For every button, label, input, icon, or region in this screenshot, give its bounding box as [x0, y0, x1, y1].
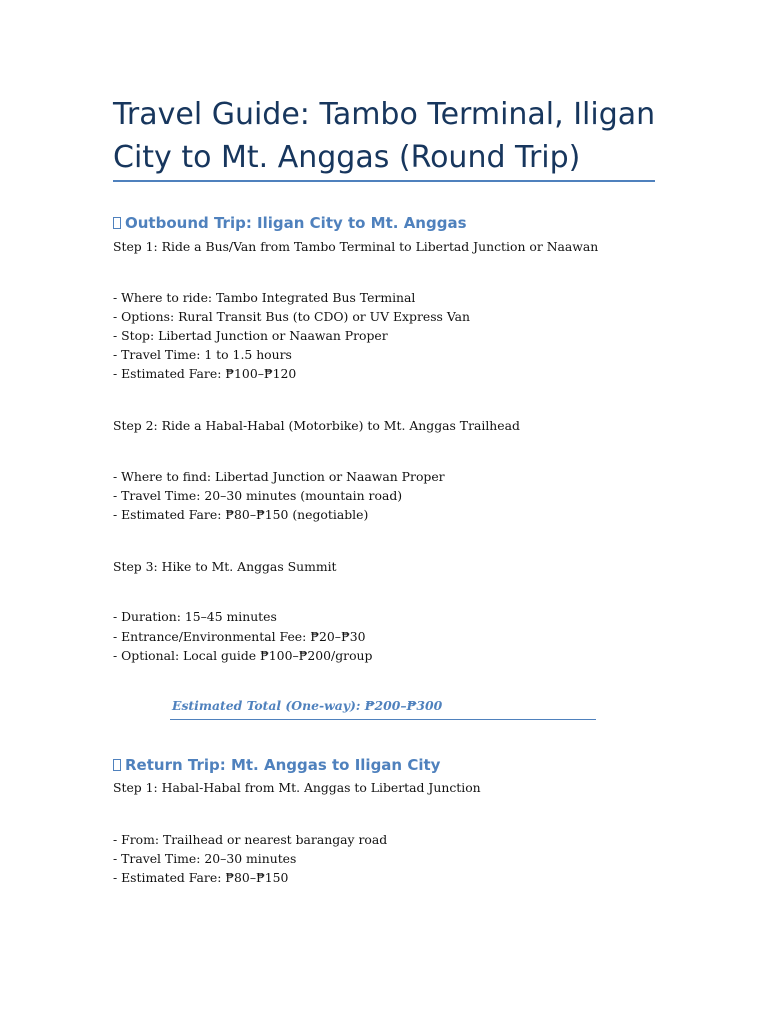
document-title: Travel Guide: Tambo Terminal, Iligan City to Mt. Anggas (Round Trip): [113, 97, 656, 175]
outbound-total-quote: Estimated Total (One-way): ₱200–₱300: [172, 698, 443, 713]
missing-glyph-box-icon: [113, 217, 121, 229]
return-step-1-item: - Travel Time: 20–30 minutes: [113, 851, 297, 866]
outbound-step-1-item: - Stop: Libertad Junction or Naawan Proper: [113, 328, 388, 343]
outbound-heading-text: Outbound Trip: Iligan City to Mt. Anggas: [125, 214, 467, 232]
return-heading-text: Return Trip: Mt. Anggas to Iligan City: [125, 756, 441, 774]
outbound-step-1-item: - Travel Time: 1 to 1.5 hours: [113, 347, 292, 362]
return-step-1: Step 1: Habal-Habal from Mt. Anggas to Libertad Junction: [113, 780, 481, 795]
outbound-step-3-item: - Duration: 15–45 minutes: [113, 609, 277, 624]
outbound-step-1-item: - Where to ride: Tambo Integrated Bus Terminal: [113, 290, 416, 305]
return-step-1-item: - From: Trailhead or nearest barangay road: [113, 832, 388, 847]
outbound-step-2-item: - Estimated Fare: ₱80–₱150 (negotiable): [113, 507, 369, 522]
outbound-step-3-item: - Entrance/Environmental Fee: ₱20–₱30: [113, 629, 366, 644]
outbound-step-1-item: - Estimated Fare: ₱100–₱120: [113, 366, 297, 381]
missing-glyph-box-icon: [113, 759, 121, 771]
outbound-step-2-item: - Travel Time: 20–30 minutes (mountain road): [113, 488, 403, 503]
outbound-heading: [113, 214, 467, 232]
quote-underline: [170, 719, 596, 720]
outbound-step-2-item: - Where to find: Libertad Junction or Naawan Proper: [113, 469, 445, 484]
outbound-step-1-item: - Options: Rural Transit Bus (to CDO) or UV Express Van: [113, 309, 471, 324]
return-heading: [113, 756, 440, 774]
outbound-step-2: Step 2: Ride a Habal-Habal (Motorbike) to Mt. Anggas Trailhead: [113, 418, 520, 433]
outbound-step-1: Step 1: Ride a Bus/Van from Tambo Terminal to Libertad Junction or Naawan: [113, 239, 599, 254]
outbound-step-3: Step 3: Hike to Mt. Anggas Summit: [113, 559, 337, 574]
return-step-1-item: - Estimated Fare: ₱80–₱150: [113, 870, 289, 885]
outbound-step-3-item: - Optional: Local guide ₱100–₱200/group: [113, 648, 373, 663]
title-underline: [113, 180, 655, 182]
